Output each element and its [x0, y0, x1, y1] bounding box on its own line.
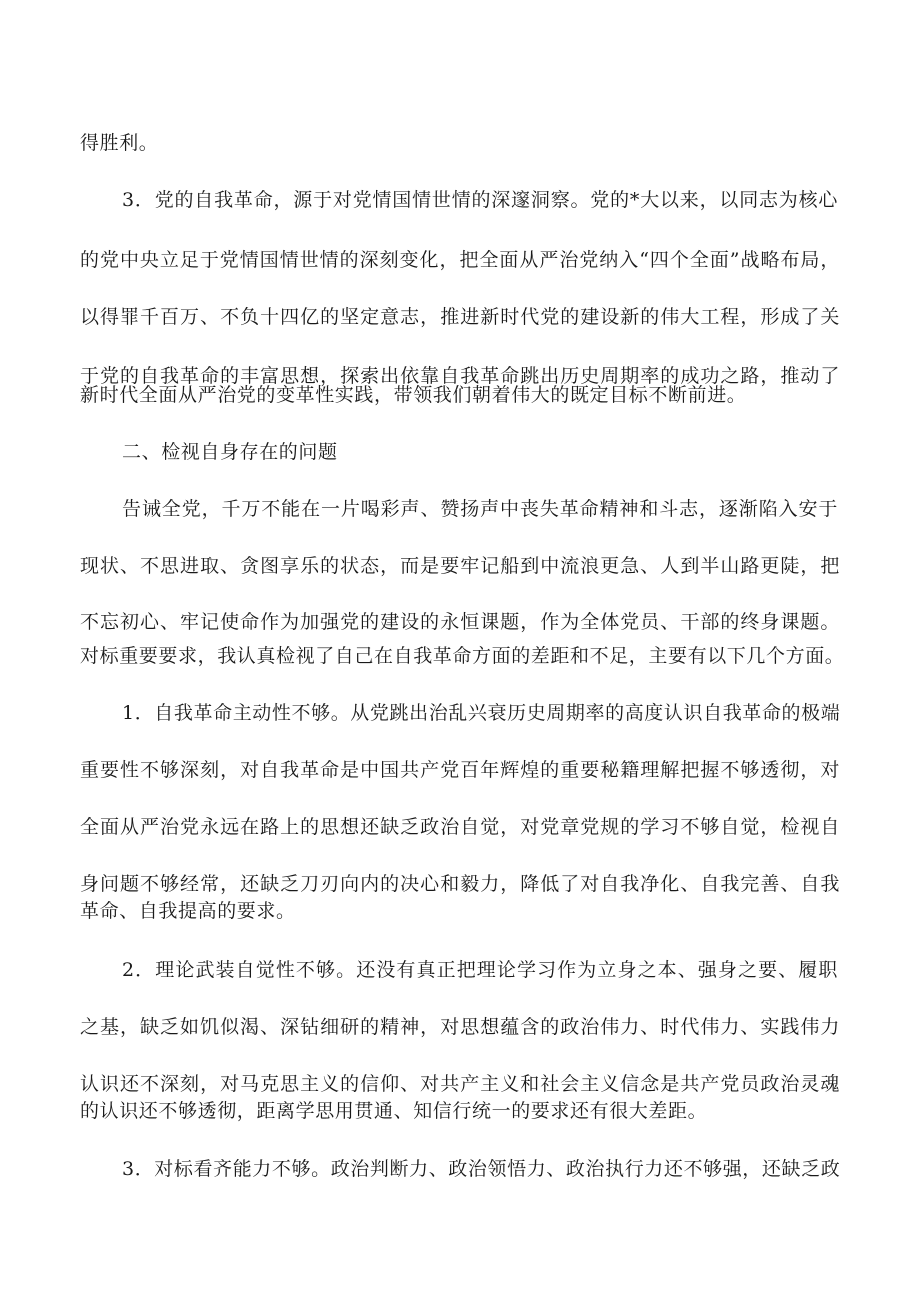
text-line: 之基，缺乏如饥似渴、深钻细研的精神，对思想蕴含的政治伟力、时代伟力、实践伟力: [80, 1016, 840, 1038]
text-line: 的认识还不够透彻，距离学思用贯通、知信行统一的要求还有很大差距。: [80, 1100, 708, 1122]
text-line: 现状、不思进取、贪图享乐的状态，而是要牢记船到中流浪更急、人到半山路更陡，把: [80, 555, 840, 577]
text-line: 身问题不够经常，还缺乏刀刃向内的决心和毅力，降低了对自我净化、自我完善、自我: [80, 873, 840, 895]
paragraph-start-line: 告诫全党，千万不能在一片喝彩声、赞扬声中丧失革命精神和斗志，逐渐陷入安于: [122, 498, 838, 520]
text-line: 认识还不深刻，对马克思主义的信仰、对共产主义和社会主义信念是共产党员政治灵魂: [80, 1073, 840, 1095]
section-heading: 二、检视自身存在的问题: [122, 441, 338, 463]
paragraph-start-line: 3．对标看齐能力不够。政治判断力、政治领悟力、政治执行力还不够强，还缺乏政: [122, 1158, 841, 1180]
text-line: 革命、自我提高的要求。: [80, 900, 296, 922]
paragraph-start-line: 3．党的自我革命，源于对党情国情世情的深邃洞察。党的*大以来，以同志为核心: [122, 189, 838, 211]
text-line: 全面从严治党永远在路上的思想还缺乏政治自觉，对党章党规的学习不够自觉，检视自: [80, 816, 840, 838]
text-line: 得胜利。: [80, 132, 159, 154]
text-line: 的党中央立足于党情国情世情的深刻变化，把全面从严治党纳入“四个全面”战略布局，: [80, 249, 840, 271]
text-line: 以得罪千百万、不负十四亿的坚定意志，推进新时代党的建设新的伟大工程，形成了关: [80, 306, 840, 328]
paragraph-start-line: 2．理论武装自觉性不够。还没有真正把理论学习作为立身之本、强身之要、履职: [122, 959, 838, 981]
text-line: 不忘初心、牢记使命作为加强党的建设的永恒课题，作为全体党员、干部的终身课题。: [80, 611, 840, 633]
text-line: 新时代全面从严治党的变革性实践，带领我们朝着伟大的既定目标不断前进。: [80, 384, 747, 406]
paragraph-start-line: 1．自我革命主动性不够。从党跳出治乱兴衰历史周期率的高度认识自我革命的极端: [122, 702, 841, 724]
text-line: 重要性不够深刻，对自我革命是中国共产党百年辉煌的重要秘籍理解把握不够透彻，对: [80, 759, 840, 781]
text-line: 于党的自我革命的丰富思想，探索出依靠自我革命跳出历史周期率的成功之路，推动了: [80, 365, 840, 387]
text-line: 对标重要要求，我认真检视了自己在自我革命方面的差距和不足，主要有以下几个方面。: [80, 645, 845, 667]
